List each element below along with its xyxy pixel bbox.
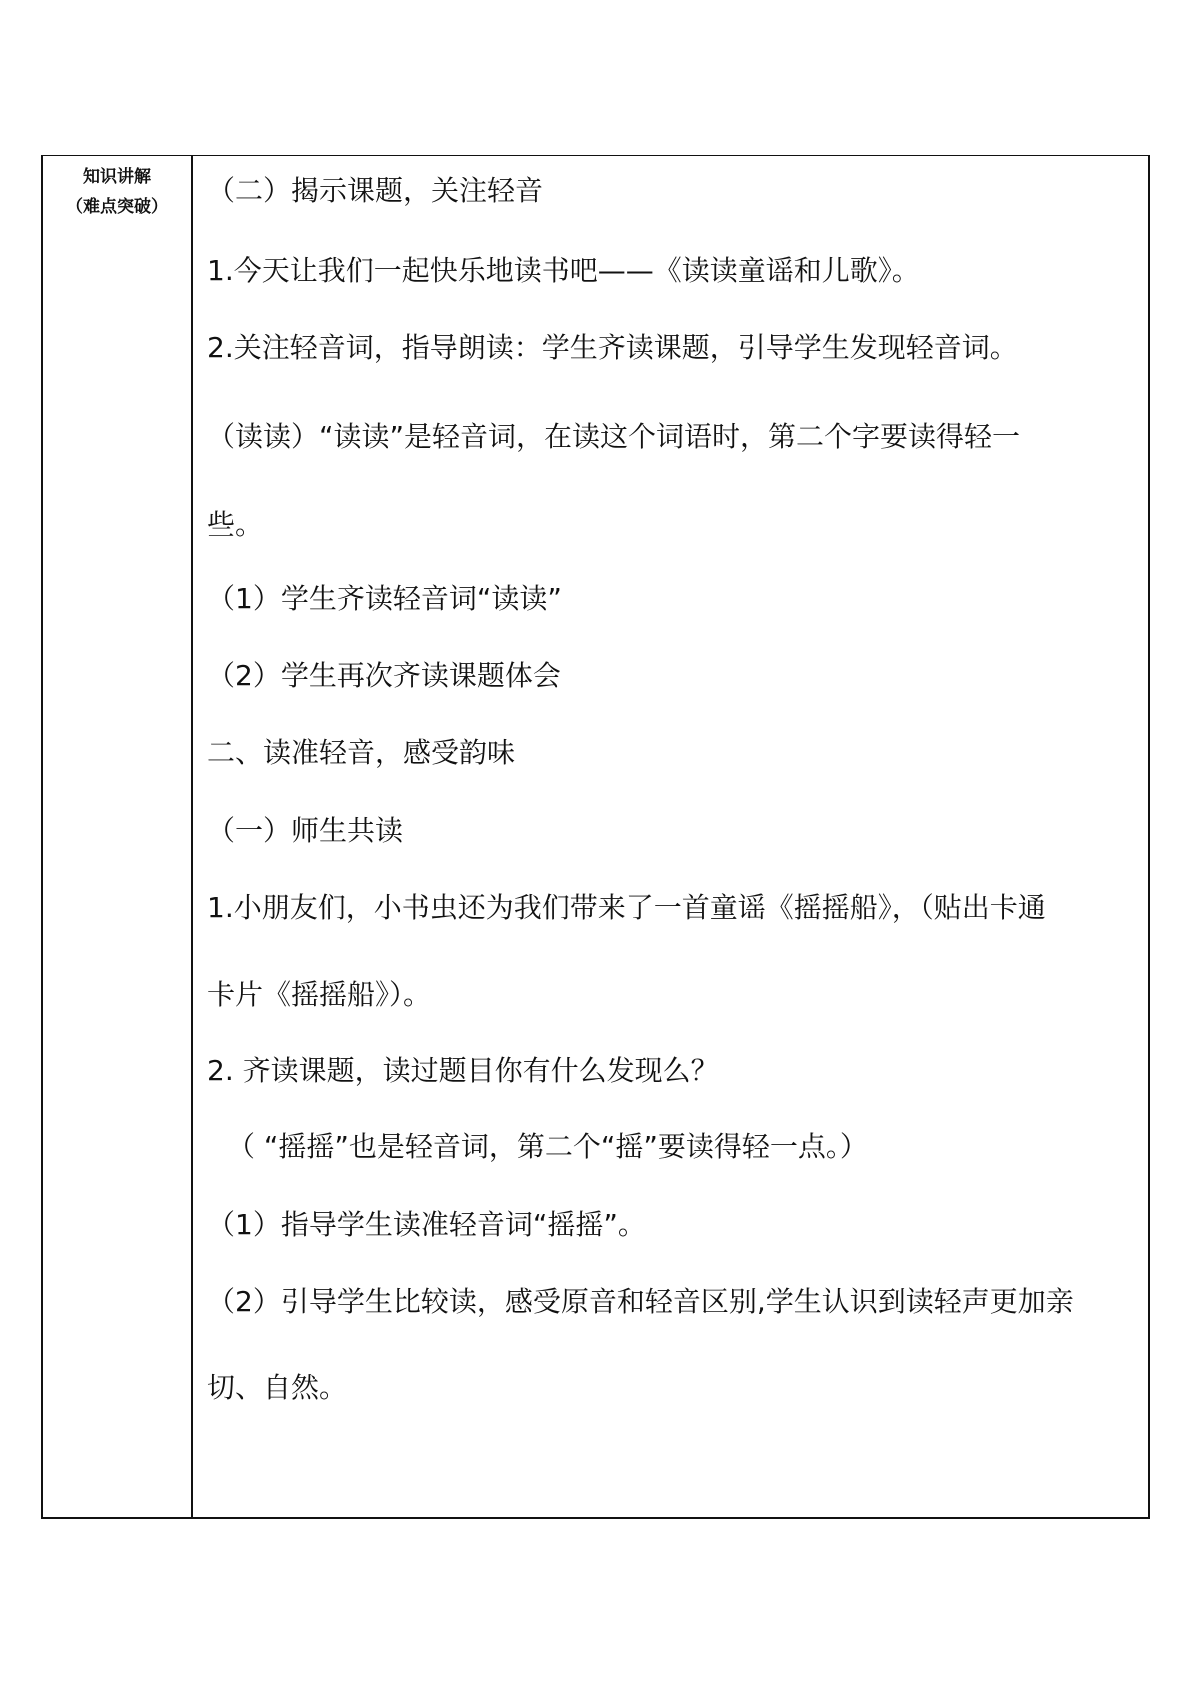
content-line: （ “摇摇”也是轻音词，第二个“摇”要读得轻一点。）: [227, 1130, 868, 1163]
content-line: 些。: [207, 508, 264, 541]
content-line: 2.关注轻音词，指导朗读：学生齐读课题，引导学生发现轻音词。: [207, 331, 1018, 364]
content-line: （1）学生齐读轻音词“读读”: [207, 582, 562, 615]
content-line: 二、读准轻音，感受韵味: [207, 736, 516, 769]
lesson-content-cell: [195, 156, 1148, 1517]
content-line: （2）学生再次齐读课题体会: [207, 659, 561, 692]
section-label: 知识讲解: [83, 167, 151, 187]
content-line: （读读）“读读”是轻音词，在读这个词语时，第二个字要读得轻一: [207, 420, 1021, 453]
content-line: （1）指导学生读准轻音词“摇摇”。: [207, 1208, 646, 1241]
content-line: （一）师生共读: [207, 814, 404, 847]
lesson-table: [41, 155, 1150, 1519]
content-line: 1.今天让我们一起快乐地读书吧——《读读童谣和儿歌》。: [207, 254, 920, 287]
content-line: （二）揭示课题，关注轻音: [207, 174, 544, 207]
content-line: 切、自然。: [207, 1371, 348, 1404]
section-label-cell: [43, 156, 193, 1517]
content-line: 1.小朋友们，小书虫还为我们带来了一首童谣《摇摇船》，（贴出卡通: [207, 891, 1046, 924]
content-line: 卡片《摇摇船》）。: [207, 978, 432, 1011]
content-line: 2. 齐读课题，读过题目你有什么发现么？: [207, 1054, 719, 1087]
content-line: （2）引导学生比较读，感受原音和轻音区别,学生认识到读轻声更加亲: [207, 1285, 1074, 1318]
section-sublabel: （难点突破）: [66, 197, 168, 217]
